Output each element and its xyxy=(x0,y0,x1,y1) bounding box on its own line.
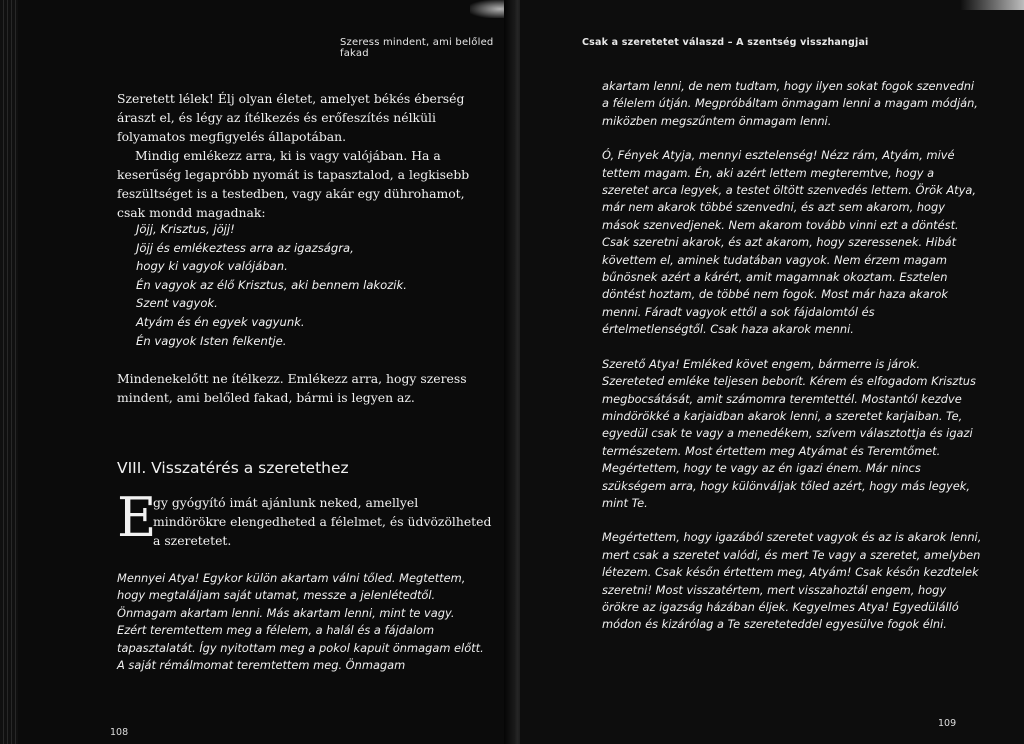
chapter-opening-text: gy gyógyító imát ajánlunk neked, amellyel mindörökre elengedheted a félelmet, és üdvözölheted a szeretetet. xyxy=(153,495,492,548)
poem-line: Én vagyok Isten felkentje. xyxy=(136,333,287,348)
invocation-poem xyxy=(136,220,466,350)
intro-text xyxy=(117,89,487,222)
chapter-opening xyxy=(117,486,497,553)
prayer-paragraph: Szerető Atya! Emléked követ engem, bármerre is járok. Szereteted emléke teljesen beborít. Kérem és elfogadom Krisztus megbocsátását, amit számomra teremtettél. Mostantól kezdve mindörökké a karjaidban akarok lenni, a szeretet karjaiban. Te, egyedül csak te vagy a menedékem, szívem választottja és igazi természetem. Most értettem meg Atyámat és Teremtőmet. Megértettem, hogy te vagy az én igazi énem. Már nincs szükségem arra, hogy különváljak tőled azért, hogy más legyek, mint Te. xyxy=(602,356,976,510)
poem-line: hogy ki vagyok valójában. xyxy=(136,259,288,274)
light-glare-corner xyxy=(960,0,1024,10)
chapter-title: VIII. Visszatérés a szeretethez xyxy=(117,459,349,477)
poem-line: Szent vagyok. xyxy=(136,296,218,311)
prayer-text-continued xyxy=(602,78,982,651)
poem-line: Jöjj és emlékeztess arra az igazságra, xyxy=(136,240,354,255)
poem-line: Én vagyok az élő Krisztus, aki bennem lakozik. xyxy=(136,277,407,292)
prayer-paragraph: akartam lenni, de nem tudtam, hogy ilyen sokat fogok szenvedni a félelem útján. Megpróbáltam önmagam lenni a magam módján, miközben megszűntem önmagam lenni. xyxy=(602,79,978,128)
paragraph-3-box xyxy=(117,369,487,407)
page-number-right: 109 xyxy=(938,718,957,729)
book-edge xyxy=(0,0,18,744)
paragraph-3: Mindenekelőtt ne ítélkezz. Emlékezz arra, hogy szeress mindent, ami belőled fakad, bármi is legyen az. xyxy=(117,371,467,405)
drop-cap: E xyxy=(117,486,157,549)
poem-line: Jöjj, Krisztus, jöjj! xyxy=(136,222,235,236)
page-number-left: 108 xyxy=(110,727,129,738)
prayer-paragraph: Megértettem, hogy igazából szeretet vagyok és az is akarok lenni, mert csak a szeretet valódi, és mert Te vagy a szeretet, amelyben létezem. Csak későn értettem meg, Atyám! Csak későn kezdtelek szeretni! Most visszatértem, mert visszahoztál engem, hogy örökre az igazság házában éljek. Kegyelmes Atya! Egyedülálló módon és kizárólag a Te szereteteddel egyesülve fogok élni. xyxy=(602,530,982,632)
paragraph-1: Szeretett lélek! Élj olyan életet, amelyet békés éberség áraszt el, és légy az ítélkezés és erőfeszítés nélküli folyamatos megfigyelés állapotában. xyxy=(117,91,465,144)
prayer-text-start: Mennyei Atya! Egykor külön akartam válni tőled. Megtettem, hogy megtaláljam saját utamat, messze a jelenlétedtől. Önmagam akartam lenni. Más akartam lenni, mint te vagy. Ezért teremtettem meg a félelem, a halál és a fájdalom tapasztalatát. Így nyitottam meg a pokol kapuit önmagam előtt. A saját rémálmomat teremtettem meg. Önmagam xyxy=(117,571,484,673)
running-head-left: Szeress mindent, ami belőled fakad xyxy=(340,37,494,59)
poem-line: Atyám és én egyek vagyunk. xyxy=(136,314,305,329)
paragraph-2: Mindig emlékezz arra, ki is vagy valójában. Ha a keserűség legapróbb nyomát is tapasztalod, a legkisebb feszültséget is a testedben, vagy akár egy dührohamot, csak mondd magadnak: xyxy=(117,148,470,220)
prayer-paragraph: Ó, Fények Atyja, mennyi esztelenség! Nézz rám, Atyám, mivé tettem magam. Én, aki azért lettem megteremtve, hogy a szeretet arca legyek, a testet öltött szenvedés lettem. Örök Atya, már nem akarok többé szenvedni, és azt sem akarom, hogy mások szenvedjenek. Nem akarom tovább vinni ezt a döntést. Csak szeretni akarok, és azt akarom, hogy szeressenek. Hibát követtem el, aminek tudatában vagyok. Nem érzem magam bűnösnek azért a kárért, amit magamnak okoztam. Esztelen döntést hoztam, de többé nem fogok. Most már haza akarok menni. Fáradt vagyok ettől a sok fájdalomtól és értelmetlenségtől. Csak haza akarok menni. xyxy=(602,148,976,337)
right-page xyxy=(520,0,1024,744)
running-head-right: Csak a szeretetet válaszd – A szentség visszhangjai xyxy=(582,37,869,48)
